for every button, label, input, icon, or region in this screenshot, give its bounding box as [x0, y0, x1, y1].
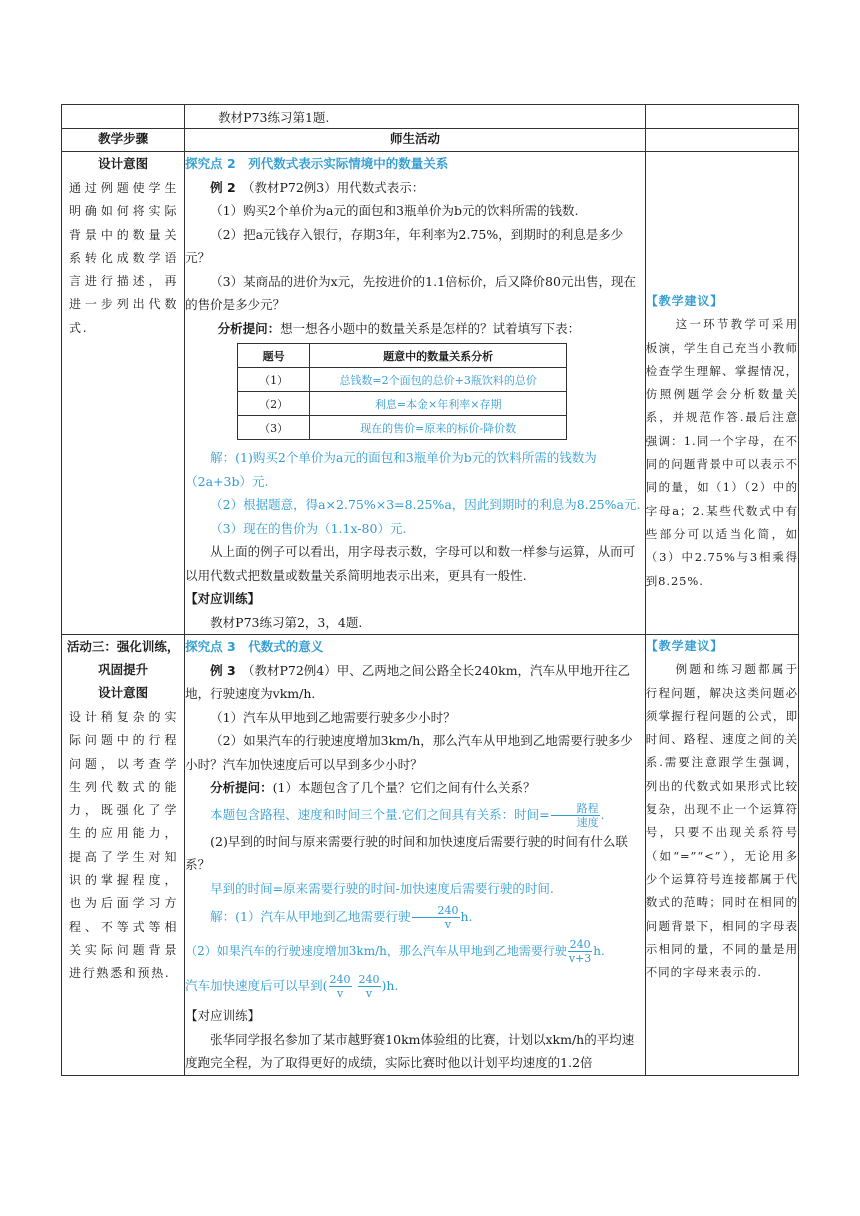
- solution-3-part2: [185, 934, 645, 968]
- top-row: [62, 105, 799, 129]
- summary-text: 从上面的例子可以看出，用字母表示数，字母可以和数一样参与运算，从而可以用代数式把数量或数量关系简明地表示出来，更具有一般性.: [185, 544, 636, 583]
- analysis-3-question2: (2)早到的时间与原来需要行驶的时间和加快速度后需要行驶的时间有什么联系？: [185, 833, 628, 872]
- example-3-q1: （1）汽车从甲地到乙地需要行驶多少小时？: [210, 709, 456, 725]
- fraction-numerator: 240: [412, 904, 460, 918]
- practice-2-label: 【对应训练】: [185, 591, 261, 606]
- sol1-unit: h.: [460, 909, 473, 924]
- teaching-suggestion-text: 这一环节教学可采用板演，学生自己充当小教师检查学生理解、掌握情况，仿照例题学会分析数量关系，并规范作答.最后注意强调：1.同一个字母，在不同的问题背景中可以表示不同的量，如（1）（2）中的字母a；2.某些代数式中有些部分可以适当化简，如（3）中2.75%与3相乘得到8.25%.: [645, 317, 798, 588]
- header-col1: 教学步骤: [62, 129, 185, 152]
- fraction-numerator: 240: [329, 973, 351, 986]
- top-row-col2: [185, 105, 646, 129]
- analysis-3-label: 分析提问：: [210, 780, 273, 795]
- header-col2: 师生活动: [185, 129, 646, 152]
- solution-3-part3: [185, 968, 645, 1004]
- practice-3-text: 张华同学报名参加了某市越野赛10km体验组的比赛，计划以xkm/h的平均速度跑完全程，为了取得更好的成绩，实际比赛时他以计划平均速度的1.2倍: [185, 1031, 635, 1070]
- example-2-q2: （2）把a元钱存入银行，存期3年，年利率为2.75%，到期时的利息是多少元？: [185, 226, 624, 265]
- fraction-denominator: v+3: [568, 952, 592, 965]
- fraction-numerator: 240: [569, 938, 591, 951]
- time-formula-fraction: [551, 802, 600, 829]
- analysis-3-answer1: 本题包含路程、速度和时间三个量.它们之间具有关系：时间= $\frac{\text{路程}}{\text{速度}}$ .: [210, 801, 605, 829]
- practice-3-label: 【对应训练】: [185, 1008, 261, 1023]
- example-2-intro: （教材P72例3）用代数式表示：: [248, 179, 425, 195]
- sol1-text: 解：(1）汽车从甲地到乙地需要行驶: [210, 909, 411, 924]
- inner-cell-no: （1）: [238, 368, 310, 392]
- inner-header-analysis: 题意中的数量关系分析: [310, 344, 567, 368]
- sol3-fraction-2: [358, 973, 381, 1000]
- sol3-unit: )h.: [381, 978, 399, 993]
- teaching-suggestion-label: 【教学建议】: [645, 639, 724, 653]
- header-row: [62, 129, 799, 152]
- inner-cell-no: （3）: [238, 416, 310, 440]
- inner-table-row: [238, 368, 567, 392]
- fraction-denominator: v: [365, 987, 373, 1000]
- solution-3-part1: [185, 900, 645, 934]
- top-row-text: 教材P73练习第1题.: [218, 109, 330, 125]
- answer1-text: 本题包含路程、速度和时间三个量.它们之间具有关系：时间=: [210, 806, 550, 822]
- sol3-text: 汽车加快速度后可以早到(: [185, 978, 328, 993]
- example-3: [185, 659, 645, 706]
- activity-3-title: 活动三：强化训练，巩固提升: [66, 639, 180, 677]
- inner-header-no: 题号: [238, 344, 310, 368]
- quantity-analysis-table: [237, 343, 567, 440]
- analysis-2-text: 想一想各小题中的数量关系是怎样的？试着填写下表：: [280, 320, 581, 336]
- sol2-text: （2）如果汽车的行驶速度增加3km/h，那么汽车从甲地到乙地需要行驶: [185, 944, 567, 958]
- design-intent-title: 设计意图: [98, 685, 149, 700]
- lesson-table: [61, 104, 799, 1076]
- section2-col2: [185, 152, 646, 635]
- example-2-q3: （3）某商品的进价为x元，先按进价的1.1倍标价，后又降价80元出售，现在的售价是多少元？: [185, 273, 636, 312]
- inner-table-row: [238, 416, 567, 440]
- inner-table-header: [238, 344, 567, 368]
- example-3-intro: （教材P72例4）甲、乙两地之间公路全长240km，汽车从甲地开往乙地，行驶速度为vkm/h.: [185, 662, 631, 701]
- example-3-label: 例 3: [210, 662, 236, 678]
- explore-point-2-title: 探究点 2 列代数式表示实际情境中的数量关系: [185, 156, 449, 171]
- example-2-label: 例 2: [210, 179, 236, 195]
- example-2: [185, 176, 645, 200]
- sol2-fraction: [568, 938, 592, 965]
- example-2-q1: （1）购买2个单价为a元的面包和3瓶单价为b元的饮料所需的钱数.: [210, 203, 579, 218]
- header-col3: [645, 129, 798, 152]
- fraction-denominator: v: [336, 987, 344, 1000]
- fraction-denominator: v: [444, 918, 452, 931]
- fraction-numerator: 路程: [551, 802, 600, 816]
- sol1-fraction: [412, 904, 460, 931]
- top-row-col1: [62, 105, 185, 129]
- section3-col2: [185, 635, 646, 1076]
- sol3-fraction-1: [329, 973, 352, 1000]
- section2-row: [62, 152, 799, 635]
- fraction-denominator: 速度: [576, 815, 599, 829]
- inner-cell-analysis: 总钱数=2个面包的总价+3瓶饮料的总价: [310, 368, 567, 392]
- teaching-suggestion-label: 【教学建议】: [645, 294, 724, 308]
- analysis-2-label: 分析提问：: [217, 320, 281, 336]
- section3-col1: [62, 635, 185, 1076]
- section2-col1: [62, 152, 185, 635]
- analysis-3-text: (1）本题包含了几个量？它们之间有什么关系？: [272, 780, 536, 795]
- inner-cell-analysis: 利息=本金×年利率×存期: [310, 392, 567, 416]
- analysis-3-answer2: 早到的时间=原来需要行驶的时间-加快速度后需要行驶的时间.: [210, 880, 554, 896]
- analysis-3: [185, 776, 645, 800]
- design-intent-title: 设计意图: [98, 156, 149, 171]
- solution-2-part2: （2）根据题意，得a×2.75%×3=8.25%a，因此到期时的利息为8.25%a元.: [210, 497, 641, 512]
- solution-2-part1: 解：(1)购买2个单价为a元的面包和3瓶单价为b元的饮料所需的钱数为（2a+3b）元.: [185, 450, 597, 489]
- lesson-plan-page: [61, 104, 799, 1076]
- example-3-q2: （2）如果汽车的行驶速度增加3km/h，那么汽车从甲地到乙地需要行驶多少小时？汽车加快速度后可以早到多少小时？: [185, 733, 633, 772]
- section3-row: [62, 635, 799, 1076]
- inner-table-row: [238, 392, 567, 416]
- teaching-suggestion-text: 例题和练习题都属于行程问题，解决这类问题必须掌握行程问题的公式，即时间、路程、速度之间的关系.需要注意跟学生强调，列出的代数式如果形式比较复杂，出现不止一个运算符号，只要不出现关系符号（如“=”“<”），无论用多少个运算符号连接都属于代数式的范畴；同时在相同的问题背景下，相同的字母表示相同的量，不同的量是用不同的字母来表示的.: [645, 662, 798, 980]
- sol2-unit: h.: [593, 944, 605, 958]
- analysis-2: [185, 317, 645, 341]
- solution-2-part3: （3）现在的售价为（1.1x-80）元.: [210, 520, 407, 536]
- top-row-col3: [645, 105, 798, 129]
- design-intent-text: 通过例题使学生明确如何将实际背景中的数量关系转化成数学语言进行描述，再进一步列出代数式.: [69, 181, 179, 335]
- inner-cell-analysis: 现在的售价=原来的标价-降价数: [310, 416, 567, 440]
- fraction-numerator: 240: [358, 973, 380, 986]
- practice-2-text: 教材P73练习第2，3，4题.: [210, 614, 363, 630]
- explore-point-3-title: 探究点 3 代数式的意义: [185, 639, 324, 654]
- section3-col3: [645, 635, 798, 1076]
- design-intent-text: 设计稍复杂的实际问题中的行程问题，以考查学生列代数式的能力，既强化了学生的应用能力，提高了学生对知识的掌握程度，也为后面学习方程、不等式等相关实际问题背景进行熟悉和预热.: [69, 710, 179, 981]
- inner-cell-no: （2）: [238, 392, 310, 416]
- section2-col3: [645, 152, 798, 635]
